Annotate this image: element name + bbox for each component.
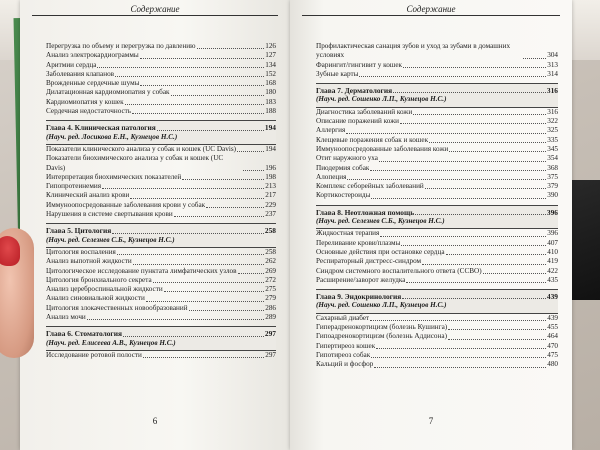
leader-dots — [189, 310, 265, 311]
toc-entry — [46, 173, 276, 182]
toc-entry-page: 422 — [547, 266, 558, 275]
leader-dots — [449, 151, 546, 152]
toc-entry-page: 439 — [547, 313, 558, 322]
toc-entry — [316, 257, 558, 266]
chapter-title: Глава 9. Эндокринология — [316, 292, 402, 302]
leader-dots — [413, 114, 546, 115]
toc-entry — [46, 294, 276, 303]
chapter-page: 316 — [546, 86, 558, 96]
toc-entry-title: Отит наружного уха — [316, 154, 378, 163]
leader-dots — [402, 298, 546, 299]
toc-entry-title: Аритмии сердца — [46, 60, 97, 69]
leader-dots — [393, 92, 546, 93]
chapter-page: 297 — [264, 329, 276, 339]
toc-entry — [316, 154, 558, 163]
toc-entry-page: 313 — [547, 60, 558, 69]
toc-entry — [46, 42, 276, 51]
toc-entry-title: Сахарный диабет — [316, 313, 370, 322]
toc-entry-page: 196 — [265, 163, 276, 172]
toc-entry — [316, 61, 558, 70]
toc-entry-title: Пиодермия собак — [316, 163, 370, 172]
toc-entry-title: Основные действия при остановке сердца — [316, 247, 445, 256]
toc-entry-page: 480 — [547, 360, 558, 369]
toc-entry — [316, 267, 558, 276]
toc-group — [316, 314, 558, 370]
chapter-8-heading — [316, 205, 558, 230]
chapter-title: Глава 8. Неотложная помощь — [316, 207, 415, 217]
chapter-page: 439 — [546, 292, 558, 302]
leader-dots — [132, 113, 264, 114]
toc-entry-page: 198 — [265, 172, 276, 181]
leader-dots — [425, 188, 546, 189]
chapter-title: Глава 7. Дерматология — [316, 86, 393, 96]
chapter-4-heading — [46, 120, 276, 145]
toc-entry-title: Гипотиреоз собак — [316, 350, 371, 359]
leader-dots — [197, 48, 265, 49]
leader-dots — [422, 264, 546, 265]
leader-dots — [429, 142, 546, 143]
toc-entry-page: 304 — [547, 51, 558, 60]
leader-dots — [346, 133, 546, 134]
toc-group — [46, 145, 276, 219]
toc-entry-page: 237 — [265, 210, 276, 219]
leader-dots — [174, 216, 265, 217]
leader-dots — [446, 254, 547, 255]
leader-dots — [157, 130, 264, 131]
leader-dots — [370, 170, 546, 171]
toc-entry-page: 194 — [265, 144, 276, 153]
toc-entry — [46, 276, 276, 285]
chapter-page: 396 — [546, 207, 558, 217]
toc-entry-title: Зубные карты — [316, 69, 359, 78]
toc-entry-title: Анализ мочи — [46, 313, 86, 322]
toc-entry-title: Диагностика заболеваний кожи — [316, 107, 413, 116]
toc-entry-page: 213 — [265, 182, 276, 191]
toc-entry — [316, 351, 558, 360]
toc-entry-page: 180 — [265, 88, 276, 97]
toc-entry-page: 368 — [547, 163, 558, 172]
chapter-editor: (Науч. ред. Елисеева А.В., Кузнецов Н.С.) — [46, 338, 176, 347]
toc-entry-page: 419 — [547, 257, 558, 266]
toc-entry — [316, 191, 558, 200]
toc-entry — [46, 201, 276, 210]
toc-entry — [316, 182, 558, 191]
toc-entry-page: 269 — [265, 266, 276, 275]
chapter-7-heading — [316, 83, 558, 108]
toc-entry — [316, 117, 558, 126]
toc-entry-page: 188 — [265, 107, 276, 116]
leader-dots — [483, 273, 547, 274]
leader-dots — [87, 319, 264, 320]
leader-dots — [380, 236, 546, 237]
toc-entry-page: 316 — [547, 107, 558, 116]
toc-entry-title: Анализ электрокардиограммы — [46, 51, 139, 60]
chapter-editor: (Науч. ред. Лосикова Е.Н., Кузнецов Н.С.) — [46, 132, 178, 141]
toc-entry-title: Цитология бронхиального секрета — [46, 275, 152, 284]
chapter-title: Глава 5. Цитология — [46, 226, 112, 236]
toc-entry-page: 407 — [547, 238, 558, 247]
leader-dots — [359, 76, 546, 77]
leader-dots — [102, 188, 264, 189]
toc-entry — [316, 70, 558, 79]
running-head-right — [290, 4, 572, 14]
leader-dots — [164, 291, 265, 292]
leader-dots — [347, 179, 546, 180]
toc-entry-page: 345 — [547, 144, 558, 153]
toc-entry — [316, 136, 558, 145]
toc-entry — [316, 239, 558, 248]
leader-dots — [448, 329, 546, 330]
toc-entry-page: 168 — [265, 79, 276, 88]
toc-entry-title: Синдром системного воспалительного ответа (ССВО) — [316, 266, 482, 275]
toc-entry-title: Клинический анализ крови — [46, 191, 130, 200]
leader-dots — [140, 58, 264, 59]
toc-entry-title: Профилактическая санация зубов и уход за зубами в домашних условиях — [316, 42, 511, 60]
toc-entry-page: 375 — [547, 172, 558, 181]
toc-entry-title: Кальций и фосфор — [316, 360, 374, 369]
running-head-text: Содержание — [406, 4, 456, 14]
leader-dots — [112, 233, 264, 234]
toc-entry-title: Фарингит/гингивит у кошек — [316, 60, 403, 69]
toc-entry-title: Анализ синовиальной жидкости — [46, 294, 145, 303]
fingernail — [0, 236, 20, 266]
leader-dots — [143, 357, 264, 358]
leader-dots — [237, 151, 264, 152]
leader-dots — [182, 179, 264, 180]
toc-entry-title: Цитология воспаления — [46, 247, 116, 256]
toc-entry-title: Алопеция — [316, 172, 347, 181]
leader-dots — [400, 123, 546, 124]
toc-entry-title: Гиперадренокортицизм (болезнь Кушинга) — [316, 323, 448, 332]
toc-entry-page: 279 — [265, 294, 276, 303]
right-page — [290, 0, 572, 450]
toc-entry — [316, 248, 558, 257]
running-head-text: Содержание — [130, 4, 180, 14]
leader-dots — [153, 282, 265, 283]
leader-dots — [140, 85, 264, 86]
toc-entry-page: 258 — [265, 247, 276, 256]
running-head-left — [20, 4, 290, 14]
toc-entry — [46, 70, 276, 79]
toc-entry-title: Заболевания клапанов — [46, 69, 115, 78]
toc-entry-page: 464 — [547, 332, 558, 341]
toc-entry-page: 314 — [547, 69, 558, 78]
toc-chapter — [46, 329, 276, 338]
leader-dots — [115, 76, 264, 77]
toc-entry-title: Гипертиреоз кошек — [316, 341, 376, 350]
toc-entry-page: 272 — [265, 275, 276, 284]
toc-entry-title: Дилатационная кардиомиопатия у собак — [46, 88, 170, 97]
page-number-right: 7 — [428, 416, 434, 426]
leader-dots — [523, 58, 547, 59]
toc-entry — [316, 173, 558, 182]
toc-chapter — [46, 123, 276, 132]
toc-entry — [46, 182, 276, 191]
chapter-editor: (Науч. ред. Селезнев С.Б., Кузнецов Н.С.) — [316, 217, 445, 226]
chapter-9-heading — [316, 289, 558, 314]
toc-entry — [46, 257, 276, 266]
toc-entry-page: 134 — [265, 60, 276, 69]
toc-entry — [316, 164, 558, 173]
toc-entry-page: 455 — [547, 323, 558, 332]
leader-dots — [130, 198, 264, 199]
chapter-6-heading — [46, 326, 276, 351]
toc-entry-title: Иммуноопосредованные заболевания кожи — [316, 144, 449, 153]
chapter-title: Глава 4. Клиническая патология — [46, 123, 156, 133]
toc-entry — [316, 108, 558, 117]
toc-entry-page: 275 — [265, 285, 276, 294]
toc-entry — [316, 323, 558, 332]
toc-entry — [46, 154, 276, 173]
toc-entry-title: Аллергия — [316, 126, 346, 135]
leader-dots — [243, 170, 265, 171]
toc-entry — [46, 304, 276, 313]
leader-dots — [403, 67, 546, 68]
leader-dots — [374, 367, 546, 368]
toc-entry-title: Переливание крови/плазмы — [316, 238, 401, 247]
toc-entry — [46, 313, 276, 322]
toc-entry — [316, 42, 558, 61]
toc-entry-title: Показатели биохимического анализа у собак и кошек (UC Davis) — [46, 154, 224, 172]
leader-dots — [133, 264, 265, 265]
toc-chapter — [46, 226, 276, 235]
toc-entry-page: 289 — [265, 313, 276, 322]
toc-entry-title: Сердечная недостаточность — [46, 107, 132, 116]
toc-entry-title: Перегрузка по объему и перегрузка по давлению — [46, 42, 196, 50]
leader-dots — [146, 301, 264, 302]
leader-dots — [379, 161, 546, 162]
toc-entry-title: Респираторный дистресс-синдром — [316, 257, 422, 266]
toc-entry-title: Интерпретация биохимических показателей — [46, 172, 182, 181]
toc-group — [46, 42, 276, 116]
toc-entry-title: Показатели клинического анализа у собак и кошек (UC Davis) — [46, 144, 237, 153]
leader-dots — [371, 357, 546, 358]
left-page — [20, 0, 290, 450]
chapter-title: Глава 6. Стоматология — [46, 329, 123, 339]
leader-dots — [376, 348, 546, 349]
toc-entry — [46, 107, 276, 116]
toc-entry — [46, 61, 276, 70]
toc-entry — [46, 267, 276, 276]
toc-entry — [316, 360, 558, 369]
toc-entry-page: 217 — [265, 191, 276, 200]
header-rule — [32, 15, 278, 16]
toc-group — [46, 248, 276, 322]
toc-entry-page: 325 — [547, 126, 558, 135]
toc-entry — [316, 276, 558, 285]
toc-entry-title: Гипоадренокортицизм (болезнь Аддисона) — [316, 332, 447, 341]
toc-entry-title: Кортикостероиды — [316, 191, 371, 200]
toc-entry — [46, 210, 276, 219]
leader-dots — [206, 207, 264, 208]
toc-entry-page: 410 — [547, 247, 558, 256]
toc-entry — [46, 88, 276, 97]
toc-chapter — [316, 208, 558, 217]
toc-group — [46, 351, 276, 360]
toc-entry-page: 183 — [265, 97, 276, 106]
leader-dots — [448, 339, 546, 340]
leader-dots — [370, 320, 546, 321]
leader-dots — [171, 95, 265, 96]
chapter-editor: (Науч. ред. Сошенко Л.П., Кузнецов Н.С.) — [316, 95, 447, 104]
toc-right — [316, 42, 558, 370]
leader-dots — [97, 67, 264, 68]
toc-entry — [316, 126, 558, 135]
toc-entry-page: 262 — [265, 257, 276, 266]
toc-entry-title: Жидкостная терапия — [316, 229, 380, 238]
toc-group — [316, 108, 558, 201]
toc-entry — [46, 351, 276, 360]
toc-entry-title: Исследование ротовой полости — [46, 350, 142, 359]
toc-entry-page: 127 — [265, 51, 276, 60]
toc-left — [46, 42, 276, 360]
toc-entry-title: Анализ выпотной жидкости — [46, 257, 132, 266]
toc-chapter — [316, 86, 558, 95]
page-number-left: 6 — [152, 416, 158, 426]
toc-entry-page: 475 — [547, 350, 558, 359]
leader-dots — [415, 214, 546, 215]
toc-entry — [46, 79, 276, 88]
toc-entry — [316, 342, 558, 351]
toc-entry-page: 286 — [265, 303, 276, 312]
open-book — [20, 0, 572, 450]
toc-chapter — [316, 292, 558, 301]
toc-entry-title: Описание поражений кожи — [316, 117, 400, 126]
toc-entry-title: Комплекс себорейных заболеваний — [316, 182, 424, 191]
toc-entry-page: 390 — [547, 191, 558, 200]
toc-entry-title: Гипопротеинемия — [46, 182, 102, 191]
toc-entry-title: Расширение/заворот желудка — [316, 275, 406, 284]
toc-entry-title: Клещевые поражения собак и кошек — [316, 135, 429, 144]
toc-entry — [46, 51, 276, 60]
toc-group — [316, 42, 558, 79]
toc-entry — [316, 314, 558, 323]
toc-entry-page: 126 — [265, 42, 276, 50]
chapter-page: 194 — [264, 123, 276, 133]
leader-dots — [123, 336, 264, 337]
toc-entry-title: Нарушения в системе свертывания крови — [46, 210, 173, 219]
leader-dots — [117, 254, 264, 255]
header-rule — [302, 15, 560, 16]
toc-entry — [46, 285, 276, 294]
toc-entry — [316, 229, 558, 238]
chapter-page: 258 — [264, 226, 276, 236]
leader-dots — [371, 198, 546, 199]
toc-entry — [46, 98, 276, 107]
toc-entry-title: Иммуноопосредованные заболевания крови у собак — [46, 200, 206, 209]
toc-entry — [46, 191, 276, 200]
toc-entry — [46, 248, 276, 257]
toc-entry-title: Цитологическое исследование пунктата лимфатических узлов — [46, 266, 237, 275]
toc-entry-page: 379 — [547, 182, 558, 191]
chapter-editor: (Науч. ред. Сошенко Л.П., Кузнецов Н.С.) — [316, 301, 447, 310]
toc-entry — [46, 145, 276, 154]
chapter-editor: (Науч. ред. Селезнев С.Б., Кузнецов Н.С.) — [46, 235, 175, 244]
toc-entry — [316, 332, 558, 341]
toc-entry-page: 354 — [547, 154, 558, 163]
toc-entry-page: 396 — [547, 229, 558, 238]
leader-dots — [406, 282, 546, 283]
leader-dots — [401, 245, 546, 246]
toc-entry-page: 470 — [547, 341, 558, 350]
leader-dots — [125, 104, 265, 105]
toc-entry-title: Анализ цереброспинальной жидкости — [46, 285, 163, 294]
toc-entry-page: 435 — [547, 275, 558, 284]
toc-entry-page: 229 — [265, 200, 276, 209]
toc-entry-page: 152 — [265, 69, 276, 78]
toc-entry-page: 297 — [265, 350, 276, 359]
toc-entry-page: 335 — [547, 135, 558, 144]
toc-entry-title: Врожденные сердечные шумы — [46, 79, 140, 88]
toc-entry-title: Кардиомиопатия у кошек — [46, 97, 124, 106]
toc-group — [316, 229, 558, 285]
toc-entry-page: 322 — [547, 117, 558, 126]
toc-entry — [316, 145, 558, 154]
toc-entry-title: Цитология злокачественных новообразований — [46, 303, 188, 312]
chapter-5-heading — [46, 223, 276, 248]
leader-dots — [238, 273, 265, 274]
